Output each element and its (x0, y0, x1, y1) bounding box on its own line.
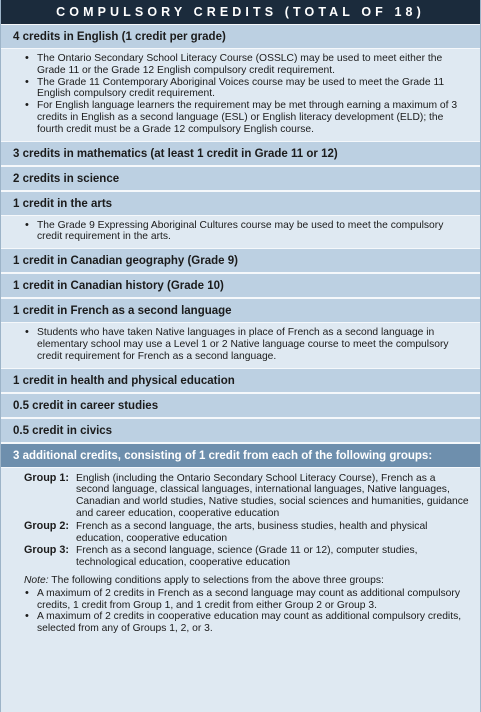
note-label: Note: (24, 574, 49, 586)
arts-note: • The Grade 9 Expressing Aboriginal Cultures course may be used to meet the compulsory credit requirement in the arts. (24, 220, 468, 244)
health-heading: 1 credit in health and physical education (1, 368, 480, 393)
english-note: • For English language learners the requirement may be met through earning a maximum of 3 credits in English as a second language (ESL) or English literacy development (ELD); the fourth credit must be a Grade 12 compulsory English course. (24, 100, 468, 135)
panel-title: COMPULSORY CREDITS (TOTAL OF 18) (1, 0, 480, 24)
group-text: English (including the Ontario Secondary School Literacy Course), French as a second language, classical languages, international languages, Native languages, Canadian and world studies, Native studies, social sciences and humanities, guidance and career education, cooperative education (76, 472, 469, 519)
science-heading: 2 credits in science (1, 166, 480, 191)
french-note: • Students who have taken Native languages in place of French as a second language in elementary school may use a Level 1 or 2 Native language course to meet the compulsory credit requirement for French as a second language. (24, 327, 468, 362)
arts-heading: 1 credit in the arts (1, 191, 480, 216)
career-heading: 0.5 credit in career studies (1, 393, 480, 418)
group-label: Group 3: (24, 544, 69, 557)
additional-heading: 3 additional credits, consisting of 1 credit from each of the following groups: (1, 443, 480, 468)
condition-item: • A maximum of 2 credits in cooperative education may count as additional compulsory credits, selected from any of Groups 1, 2, or 3. (24, 611, 468, 635)
group-3 (24, 545, 470, 569)
conditions-list (1, 588, 480, 635)
note-text: The following conditions apply to selections from the above three groups: (48, 574, 384, 586)
french-notes (1, 323, 480, 367)
geography-heading: 1 credit in Canadian geography (Grade 9) (1, 248, 480, 273)
french-heading: 1 credit in French as a second language (1, 298, 480, 323)
math-heading: 3 credits in mathematics (at least 1 credit in Grade 11 or 12) (1, 141, 480, 166)
english-notes (1, 49, 480, 141)
groups-note (1, 570, 480, 587)
group-list (1, 468, 480, 569)
english-note: • The Grade 11 Contemporary Aboriginal Voices course may be used to meet the Grade 11 English compulsory credit requirement. (24, 77, 468, 101)
group-label: Group 2: (24, 519, 69, 532)
group-1 (24, 473, 470, 520)
condition-item: • A maximum of 2 credits in French as a second language may count as additional compulsory credits, 1 credit from Group 1, and 1 credit from either Group 2 or Group 3. (24, 588, 468, 612)
civics-heading: 0.5 credit in civics (1, 418, 480, 443)
history-heading: 1 credit in Canadian history (Grade 10) (1, 273, 480, 298)
english-heading: 4 credits in English (1 credit per grade) (1, 24, 480, 49)
arts-notes (1, 216, 480, 249)
group-2 (24, 521, 470, 545)
group-text: French as a second language, science (Grade 11 or 12), computer studies, technological education, cooperative education (76, 545, 418, 569)
group-label: Group 1: (24, 471, 69, 484)
group-text: French as a second language, the arts, business studies, health and physical education, cooperative education (76, 520, 428, 544)
english-note: • The Ontario Secondary School Literacy Course (OSSLC) may be used to meet either the Grade 11 or the Grade 12 English compulsory credit requirement. (24, 53, 468, 77)
